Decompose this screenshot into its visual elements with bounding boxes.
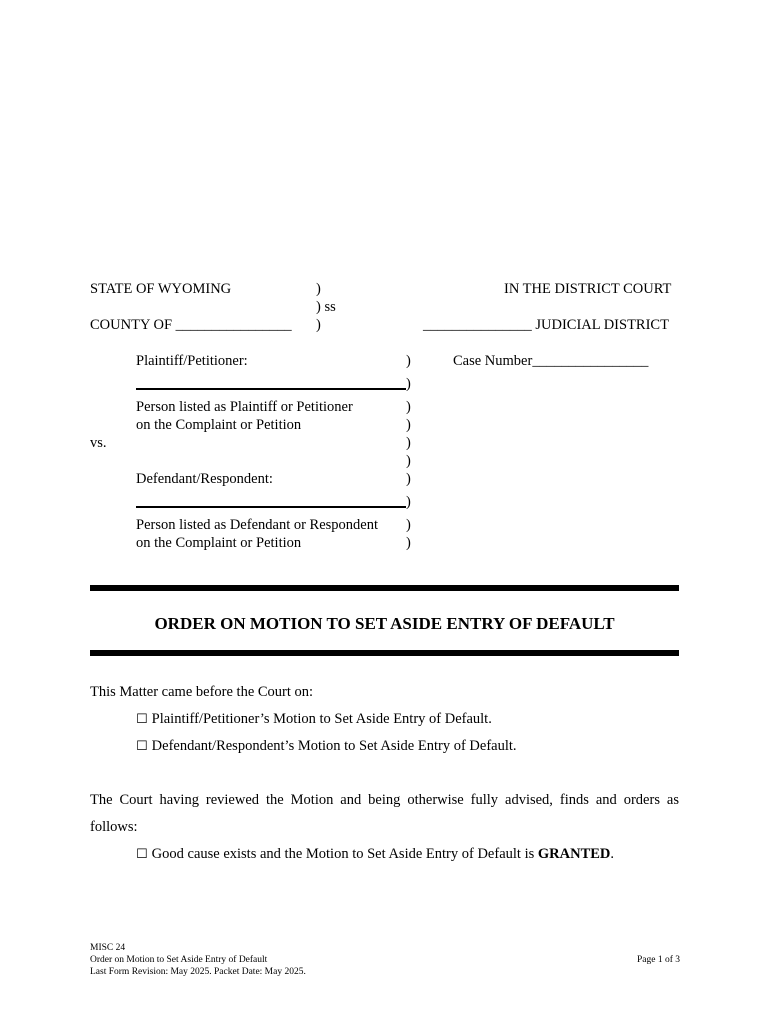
- option-granted: [136, 841, 676, 868]
- caption-paren: ): [316, 317, 321, 333]
- court-label: IN THE DISTRICT COURT: [504, 281, 672, 297]
- county-field: COUNTY OF ________________: [90, 317, 292, 333]
- caption-paren: ): [316, 281, 321, 297]
- defendant-name-line: [136, 506, 406, 508]
- title-rule-bottom: [90, 650, 679, 656]
- title-rule-top: [90, 585, 679, 591]
- case-number-field: Case Number________________: [453, 353, 649, 369]
- option-defendant-label: Defendant/Respondent’s Motion to Set Aside Entry of Default.: [151, 738, 517, 754]
- footer-form-title: Order on Motion to Set Aside Entry of Default: [90, 955, 268, 965]
- ss-marker: ) ss: [316, 299, 336, 315]
- caption-paren: ): [406, 453, 411, 469]
- versus-label: vs.: [90, 435, 107, 451]
- footer-revision: Last Form Revision: May 2025. Packet Date: May 2025.: [90, 967, 306, 977]
- plaintiff-label: Plaintiff/Petitioner:: [136, 353, 248, 369]
- defendant-note-line1: Person listed as Defendant or Respondent: [136, 517, 379, 533]
- option-defendant-motion: [136, 733, 676, 760]
- state-label: STATE OF WYOMING: [90, 281, 232, 297]
- caption-paren: ): [406, 417, 411, 433]
- defendant-note-line2: on the Complaint or Petition: [136, 535, 302, 551]
- document-title: ORDER ON MOTION TO SET ASIDE ENTRY OF DEFAULT: [154, 614, 615, 633]
- caption-paren: ): [406, 517, 411, 533]
- caption-paren: ): [406, 535, 411, 551]
- option-plaintiff-label: Plaintiff/Petitioner’s Motion to Set Aside Entry of Default.: [151, 711, 492, 727]
- intro-text: This Matter came before the Court on:: [90, 684, 314, 700]
- checkbox-plaintiff-motion[interactable]: ☐: [136, 712, 148, 727]
- caption-paren: ): [406, 376, 411, 392]
- caption-paren: ): [406, 471, 411, 487]
- findings-paragraph: The Court having reviewed the Motion and being otherwise fully advised, finds and orders as follows:: [90, 792, 679, 835]
- option-plaintiff-motion: [136, 706, 676, 733]
- footer-page-number: Page 1 of 3: [636, 955, 680, 965]
- granted-word: GRANTED: [537, 846, 611, 862]
- caption-paren: ): [406, 353, 411, 369]
- footer-form-id: MISC 24: [90, 943, 126, 953]
- plaintiff-note-line2: on the Complaint or Petition: [136, 417, 302, 433]
- caption-paren: ): [406, 435, 411, 451]
- caption-paren: ): [406, 399, 411, 415]
- plaintiff-note-line1: Person listed as Plaintiff or Petitioner: [136, 399, 353, 415]
- defendant-label: Defendant/Respondent:: [136, 471, 273, 487]
- granted-suffix: .: [610, 846, 615, 862]
- caption-paren: ): [406, 494, 411, 510]
- checkbox-granted[interactable]: ☐: [136, 847, 148, 862]
- checkbox-defendant-motion[interactable]: ☐: [136, 739, 148, 754]
- plaintiff-name-line: [136, 388, 406, 390]
- granted-text: Good cause exists and the Motion to Set Aside Entry of Default is: [151, 846, 535, 862]
- judicial-district-field: _______________ JUDICIAL DISTRICT: [423, 317, 669, 333]
